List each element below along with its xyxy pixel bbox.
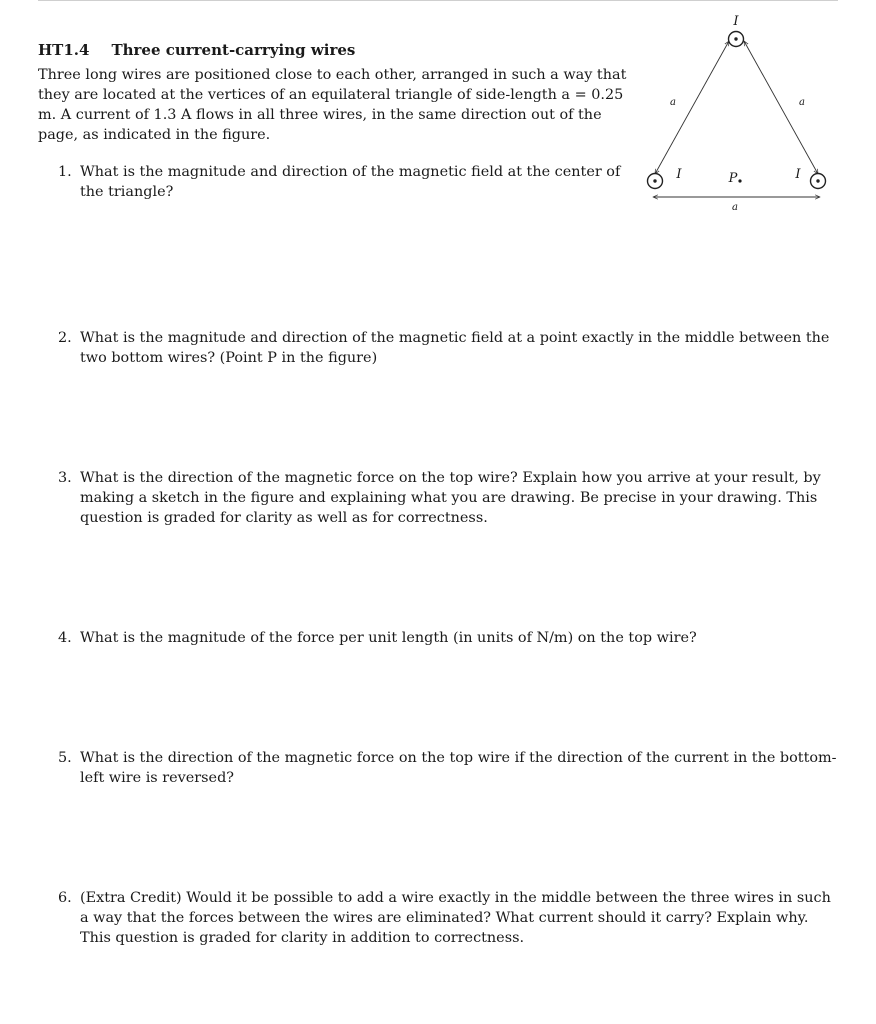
question-text: What is the magnitude of the force per unit length (in units of N/m) on the top wire? — [80, 630, 697, 646]
question-4 — [58, 628, 840, 648]
right-side-label: a — [799, 97, 805, 108]
left-side-label: a — [670, 97, 676, 108]
question-text: What is the direction of the magnetic force on the top wire? Explain how you arrive at your result, by making a sketch in the figure and explaining what you are drawing. Be precise in your drawing. This question is graded for clarity as well as for correctness. — [80, 470, 821, 526]
question-6 — [58, 888, 840, 948]
question-5 — [58, 748, 840, 788]
bottom-right-wire — [794, 167, 825, 189]
problem-intro: Three long wires are positioned close to each other, arranged in such a way that they are located at the vertices of an equilateral triangle of side-length a = 0.25 m. A current of 1.3 A flows in all three wires, in the same direction out of the page, as indicated in the figure. — [38, 67, 627, 143]
question-3 — [58, 468, 840, 528]
question-text: What is the magnitude and direction of the magnetic field at the center of the triangle? — [80, 164, 621, 200]
question-text: What is the direction of the magnetic force on the top wire if the direction of the current in the bottom-left wire is reversed? — [80, 750, 837, 786]
question-number: 3. — [58, 470, 72, 486]
question-number: 1. — [58, 164, 72, 180]
triangle-figure — [630, 8, 840, 218]
bottom-left-current-label: I — [676, 167, 682, 182]
bottom-right-current-label: I — [795, 167, 801, 182]
bottom-side-label: a — [732, 202, 738, 213]
question-text: What is the magnitude and direction of the magnetic field at a point exactly in the middle between the two bottom wires? (Point P in the figure) — [80, 330, 830, 366]
point-p — [728, 171, 742, 186]
point-p-dot — [738, 179, 741, 182]
bottom-left-wire — [648, 167, 683, 189]
question-1 — [58, 162, 624, 202]
question-text: (Extra Credit) Would it be possible to add a wire exactly in the middle between the three wires in such a way that the forces between the wires are eliminated? What current should it carry? Explain why. This question is graded for clarity in addition to correctness. — [80, 890, 831, 946]
left-side-arrow — [655, 41, 729, 174]
question-number: 4. — [58, 630, 72, 646]
question-number: 5. — [58, 750, 72, 766]
point-p-label: P — [728, 171, 738, 186]
question-2 — [58, 328, 840, 368]
top-current-label: I — [733, 14, 739, 29]
top-wire — [729, 14, 744, 47]
question-number: 2. — [58, 330, 72, 346]
problem-title: Three current-carrying wires — [111, 41, 356, 59]
top-rule — [38, 0, 838, 1]
question-number: 6. — [58, 890, 72, 906]
problem-number: HT1.4 — [38, 41, 90, 59]
problem-heading — [38, 41, 355, 59]
right-side-arrow — [744, 41, 818, 174]
